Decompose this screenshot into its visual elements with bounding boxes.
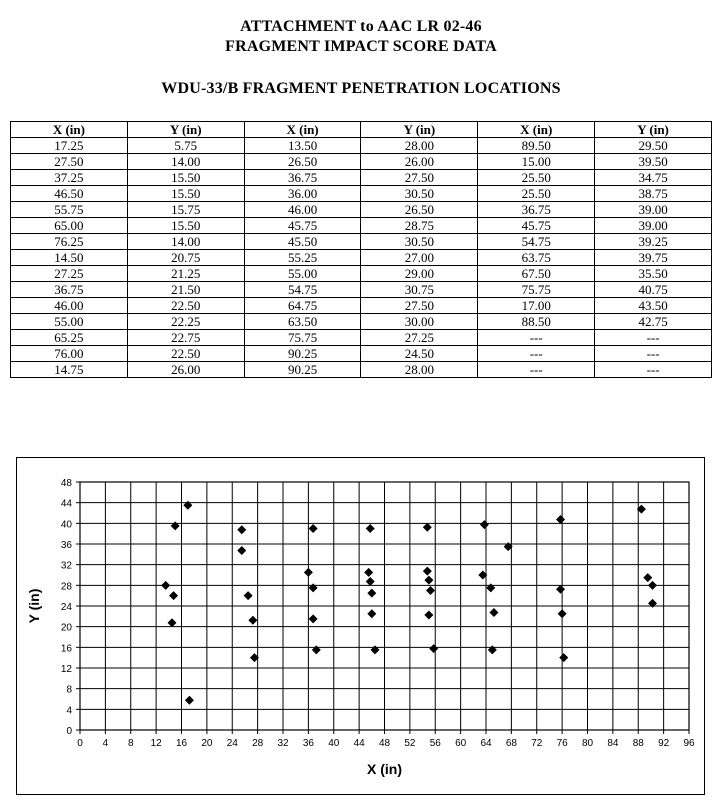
table-cell: 24.50 bbox=[361, 346, 478, 362]
table-row bbox=[11, 154, 712, 170]
table-cell: 27.50 bbox=[361, 298, 478, 314]
x-tick-label: 84 bbox=[607, 738, 619, 749]
table-cell: 35.50 bbox=[595, 266, 712, 282]
table-cell: --- bbox=[478, 362, 595, 378]
data-point-marker bbox=[304, 568, 313, 577]
table-cell: 28.00 bbox=[361, 362, 478, 378]
y-tick-label: 28 bbox=[60, 581, 72, 593]
table-cell: 13.50 bbox=[244, 138, 361, 154]
x-tick-label: 76 bbox=[556, 738, 568, 749]
table-cell: 27.25 bbox=[11, 266, 128, 282]
data-point-marker bbox=[486, 583, 495, 592]
column-header: Y (in) bbox=[595, 122, 712, 138]
data-point-marker bbox=[424, 611, 433, 620]
table-row bbox=[11, 330, 712, 346]
data-point-marker bbox=[161, 581, 170, 590]
data-point-marker bbox=[167, 618, 176, 627]
table-cell: 27.50 bbox=[361, 170, 478, 186]
table-cell: 42.75 bbox=[595, 314, 712, 330]
table-row bbox=[11, 298, 712, 314]
table-cell: 15.75 bbox=[127, 202, 244, 218]
table-cell: 90.25 bbox=[244, 346, 361, 362]
table-cell: 36.75 bbox=[11, 282, 128, 298]
data-point-marker bbox=[367, 609, 376, 618]
scatter-chart bbox=[16, 457, 705, 795]
x-tick-label: 20 bbox=[201, 738, 213, 749]
table-row bbox=[11, 282, 712, 298]
table-cell: 67.50 bbox=[478, 266, 595, 282]
table-row bbox=[11, 362, 712, 378]
x-tick-label: 80 bbox=[581, 738, 594, 749]
table-cell: 46.00 bbox=[244, 202, 361, 218]
table-cell: 15.50 bbox=[127, 186, 244, 202]
table-row bbox=[11, 138, 712, 154]
table-cell: 39.25 bbox=[595, 234, 712, 250]
table-cell: 30.00 bbox=[361, 314, 478, 330]
table-cell: 30.50 bbox=[361, 234, 478, 250]
data-point-marker bbox=[558, 609, 567, 618]
table-row bbox=[11, 346, 712, 362]
data-point-marker bbox=[370, 645, 379, 654]
x-tick-label: 72 bbox=[531, 738, 543, 749]
data-point-marker bbox=[643, 573, 652, 582]
data-point-marker bbox=[309, 524, 318, 533]
x-tick-label: 0 bbox=[77, 738, 83, 749]
y-tick-label: 20 bbox=[60, 622, 72, 634]
table-cell: 14.50 bbox=[11, 250, 128, 266]
table-cell: 21.50 bbox=[127, 282, 244, 298]
table-cell: --- bbox=[478, 330, 595, 346]
y-tick-label: 40 bbox=[60, 519, 72, 531]
table-cell: 45.75 bbox=[478, 218, 595, 234]
data-point-marker bbox=[309, 614, 318, 623]
x-tick-label: 60 bbox=[455, 738, 467, 749]
table-cell: 17.00 bbox=[478, 298, 595, 314]
y-tick-label: 44 bbox=[60, 498, 72, 510]
y-tick-label: 24 bbox=[60, 602, 72, 613]
x-tick-label: 32 bbox=[277, 738, 289, 749]
x-tick-label: 28 bbox=[252, 738, 264, 749]
table-cell: 34.75 bbox=[595, 170, 712, 186]
column-header: Y (in) bbox=[127, 122, 244, 138]
x-tick-label: 92 bbox=[658, 738, 670, 749]
table-row bbox=[11, 250, 712, 266]
table-cell: 25.50 bbox=[478, 170, 595, 186]
table-cell: 39.50 bbox=[595, 154, 712, 170]
column-header: X (in) bbox=[244, 122, 361, 138]
scatter-plot bbox=[17, 458, 706, 796]
data-point-marker bbox=[480, 520, 489, 529]
table-cell: 29.00 bbox=[361, 266, 478, 282]
penetration-locations-table bbox=[10, 121, 712, 378]
table-cell: 26.00 bbox=[127, 362, 244, 378]
table-cell: 20.75 bbox=[127, 250, 244, 266]
table-cell: 90.25 bbox=[244, 362, 361, 378]
data-point-marker bbox=[364, 568, 373, 577]
data-point-marker bbox=[648, 581, 657, 590]
data-point-marker bbox=[423, 567, 432, 576]
table-cell: 76.25 bbox=[11, 234, 128, 250]
table-cell: 54.75 bbox=[244, 282, 361, 298]
data-point-marker bbox=[366, 524, 375, 533]
x-tick-label: 4 bbox=[102, 738, 109, 749]
table-cell: 25.50 bbox=[478, 186, 595, 202]
table-cell: 39.00 bbox=[595, 202, 712, 218]
table-row bbox=[11, 314, 712, 330]
data-point-marker bbox=[237, 525, 246, 534]
table-header-row bbox=[11, 122, 712, 138]
x-tick-label: 8 bbox=[127, 738, 134, 749]
table-row bbox=[11, 218, 712, 234]
table-cell: --- bbox=[595, 330, 712, 346]
column-header: X (in) bbox=[478, 122, 595, 138]
table-cell: 22.75 bbox=[127, 330, 244, 346]
table-cell: 40.75 bbox=[595, 282, 712, 298]
data-point-marker bbox=[556, 585, 565, 594]
table-cell: 22.50 bbox=[127, 298, 244, 314]
table-cell: --- bbox=[595, 346, 712, 362]
data-point-marker bbox=[171, 521, 180, 530]
table-cell: 45.75 bbox=[244, 218, 361, 234]
x-tick-label: 68 bbox=[505, 738, 517, 749]
data-point-marker bbox=[244, 591, 253, 600]
table-cell: 38.75 bbox=[595, 186, 712, 202]
table-row bbox=[11, 186, 712, 202]
x-tick-label: 64 bbox=[480, 738, 492, 749]
x-tick-label: 36 bbox=[302, 738, 314, 749]
report-title: FRAGMENT IMPACT SCORE DATA bbox=[225, 38, 497, 55]
table-cell: 43.50 bbox=[595, 298, 712, 314]
table-cell: 89.50 bbox=[478, 138, 595, 154]
table-cell: 28.75 bbox=[361, 218, 478, 234]
table-cell: --- bbox=[595, 362, 712, 378]
data-point-marker bbox=[366, 577, 375, 586]
x-tick-label: 56 bbox=[429, 738, 441, 749]
data-point-marker bbox=[423, 523, 432, 532]
table-cell: 55.75 bbox=[11, 202, 128, 218]
table-cell: 29.50 bbox=[595, 138, 712, 154]
table-cell: 37.25 bbox=[11, 170, 128, 186]
table-cell: 27.25 bbox=[361, 330, 478, 346]
table-cell: 36.75 bbox=[478, 202, 595, 218]
table-row bbox=[11, 170, 712, 186]
table-cell: 64.75 bbox=[244, 298, 361, 314]
y-tick-label: 48 bbox=[60, 478, 72, 489]
table-row bbox=[11, 266, 712, 282]
data-point-marker bbox=[424, 576, 433, 585]
table-cell: 14.75 bbox=[11, 362, 128, 378]
y-tick-label: 32 bbox=[60, 560, 72, 572]
data-point-marker bbox=[648, 599, 657, 608]
data-point-marker bbox=[237, 546, 246, 555]
table-cell: 76.00 bbox=[11, 346, 128, 362]
data-point-marker bbox=[248, 616, 257, 625]
data-point-marker bbox=[312, 645, 321, 654]
x-tick-label: 96 bbox=[683, 738, 695, 749]
table-cell: 22.50 bbox=[127, 346, 244, 362]
table-cell: 46.50 bbox=[11, 186, 128, 202]
column-header: Y (in) bbox=[361, 122, 478, 138]
y-tick-label: 36 bbox=[60, 540, 72, 551]
x-tick-label: 24 bbox=[226, 738, 238, 749]
x-tick-label: 88 bbox=[632, 738, 644, 749]
table-cell: 36.75 bbox=[244, 170, 361, 186]
table-cell: 21.25 bbox=[127, 266, 244, 282]
data-point-marker bbox=[488, 645, 497, 654]
table-cell: 26.50 bbox=[361, 202, 478, 218]
data-point-marker bbox=[183, 501, 192, 510]
table-cell: 88.50 bbox=[478, 314, 595, 330]
data-point-marker bbox=[185, 696, 194, 705]
table-cell: 5.75 bbox=[127, 138, 244, 154]
table-cell: 26.00 bbox=[361, 154, 478, 170]
table-cell: 45.50 bbox=[244, 234, 361, 250]
table-cell: 30.50 bbox=[361, 186, 478, 202]
data-point-marker bbox=[489, 608, 498, 617]
table-cell: 15.50 bbox=[127, 218, 244, 234]
table-cell: 15.50 bbox=[127, 170, 244, 186]
data-point-marker bbox=[429, 644, 438, 653]
table-cell: 63.50 bbox=[244, 314, 361, 330]
x-tick-label: 52 bbox=[404, 738, 416, 749]
table-cell: 55.00 bbox=[11, 314, 128, 330]
table-cell: 65.00 bbox=[11, 218, 128, 234]
data-point-marker bbox=[559, 653, 568, 662]
table-cell: 28.00 bbox=[361, 138, 478, 154]
table-cell: --- bbox=[478, 346, 595, 362]
data-point-marker bbox=[309, 583, 318, 592]
table-cell: 75.75 bbox=[244, 330, 361, 346]
table-cell: 14.00 bbox=[127, 154, 244, 170]
table-cell: 14.00 bbox=[127, 234, 244, 250]
x-tick-label: 44 bbox=[353, 738, 365, 749]
table-cell: 26.50 bbox=[244, 154, 361, 170]
attachment-title: ATTACHMENT to AAC LR 02-46 bbox=[240, 18, 482, 35]
x-tick-label: 12 bbox=[150, 738, 162, 749]
data-point-marker bbox=[426, 586, 435, 595]
table-title: WDU-33/B FRAGMENT PENETRATION LOCATIONS bbox=[161, 80, 561, 97]
table-cell: 17.25 bbox=[11, 138, 128, 154]
table-cell: 55.25 bbox=[244, 250, 361, 266]
table-cell: 39.00 bbox=[595, 218, 712, 234]
table-row bbox=[11, 234, 712, 250]
table-cell: 55.00 bbox=[244, 266, 361, 282]
data-point-marker bbox=[556, 515, 565, 524]
y-axis-label: Y (in) bbox=[26, 588, 42, 624]
y-tick-label: 4 bbox=[66, 705, 72, 717]
table-row bbox=[11, 202, 712, 218]
y-tick-label: 16 bbox=[60, 643, 72, 655]
table-cell: 27.50 bbox=[11, 154, 128, 170]
column-header: X (in) bbox=[11, 122, 128, 138]
table-cell: 54.75 bbox=[478, 234, 595, 250]
x-axis-label: X (in) bbox=[367, 761, 402, 777]
x-tick-label: 16 bbox=[175, 738, 188, 749]
x-tick-label: 48 bbox=[378, 738, 391, 749]
table-cell: 63.75 bbox=[478, 250, 595, 266]
table-cell: 39.75 bbox=[595, 250, 712, 266]
table-cell: 22.25 bbox=[127, 314, 244, 330]
table-cell: 46.00 bbox=[11, 298, 128, 314]
x-tick-label: 40 bbox=[328, 738, 340, 749]
table-cell: 36.00 bbox=[244, 186, 361, 202]
y-tick-label: 0 bbox=[66, 726, 72, 737]
table-cell: 15.00 bbox=[478, 154, 595, 170]
y-tick-label: 12 bbox=[60, 664, 72, 675]
data-point-marker bbox=[367, 589, 376, 598]
table-cell: 65.25 bbox=[11, 330, 128, 346]
table-cell: 27.00 bbox=[361, 250, 478, 266]
table-cell: 75.75 bbox=[478, 282, 595, 298]
y-tick-label: 8 bbox=[66, 684, 72, 696]
table-cell: 30.75 bbox=[361, 282, 478, 298]
data-point-marker bbox=[169, 591, 178, 600]
